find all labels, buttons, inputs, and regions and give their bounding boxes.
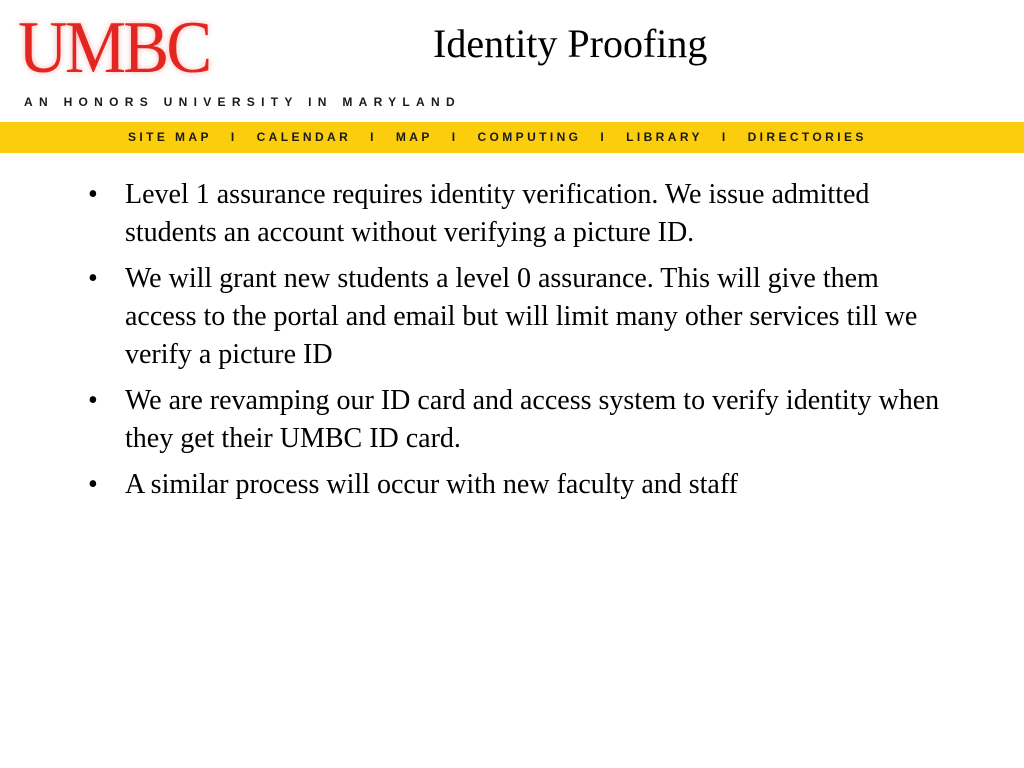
nav-separator: I	[230, 130, 238, 144]
nav-links	[128, 130, 867, 144]
bullet-text: A similar process will occur with new faculty and staff	[125, 469, 738, 500]
nav-separator: I	[600, 130, 608, 144]
nav-site-map-link[interactable]: SITE MAP	[128, 130, 212, 144]
slide-title: Identity Proofing	[433, 21, 708, 66]
bullet-item	[88, 260, 948, 374]
bullet-marker: •	[88, 179, 98, 210]
nav-library-link[interactable]: LIBRARY	[626, 130, 703, 144]
nav-separator: I	[370, 130, 377, 144]
nav-bar	[0, 122, 1024, 153]
nav-separator: I	[451, 130, 459, 144]
university-tagline: AN HONORS UNIVERSITY IN MARYLAND	[24, 95, 461, 109]
nav-computing-link[interactable]: COMPUTING	[477, 130, 582, 144]
bullet-item	[88, 466, 948, 504]
bullet-text: We will grant new students a level 0 assurance. This will give them access to the portal and email but will limit many other services till we verify a picture ID	[125, 263, 918, 370]
umbc-logo: UMBC	[18, 7, 210, 89]
bullet-marker: •	[88, 385, 98, 416]
bullet-list	[88, 176, 948, 512]
bullet-marker: •	[88, 263, 98, 294]
bullet-text: We are revamping our ID card and access system to verify identity when they get their UMBC ID card.	[125, 385, 940, 454]
nav-calendar-link[interactable]: CALENDAR	[256, 130, 352, 144]
bullet-marker: •	[88, 469, 98, 500]
nav-separator: I	[721, 130, 729, 144]
bullet-text: Level 1 assurance requires identity verification. We issue admitted students an account without verifying a picture ID.	[125, 179, 870, 248]
nav-map-link[interactable]: MAP	[395, 130, 433, 144]
bullet-item	[88, 382, 948, 458]
bullet-item	[88, 176, 948, 252]
nav-directories-link[interactable]: DIRECTORIES	[747, 130, 867, 144]
